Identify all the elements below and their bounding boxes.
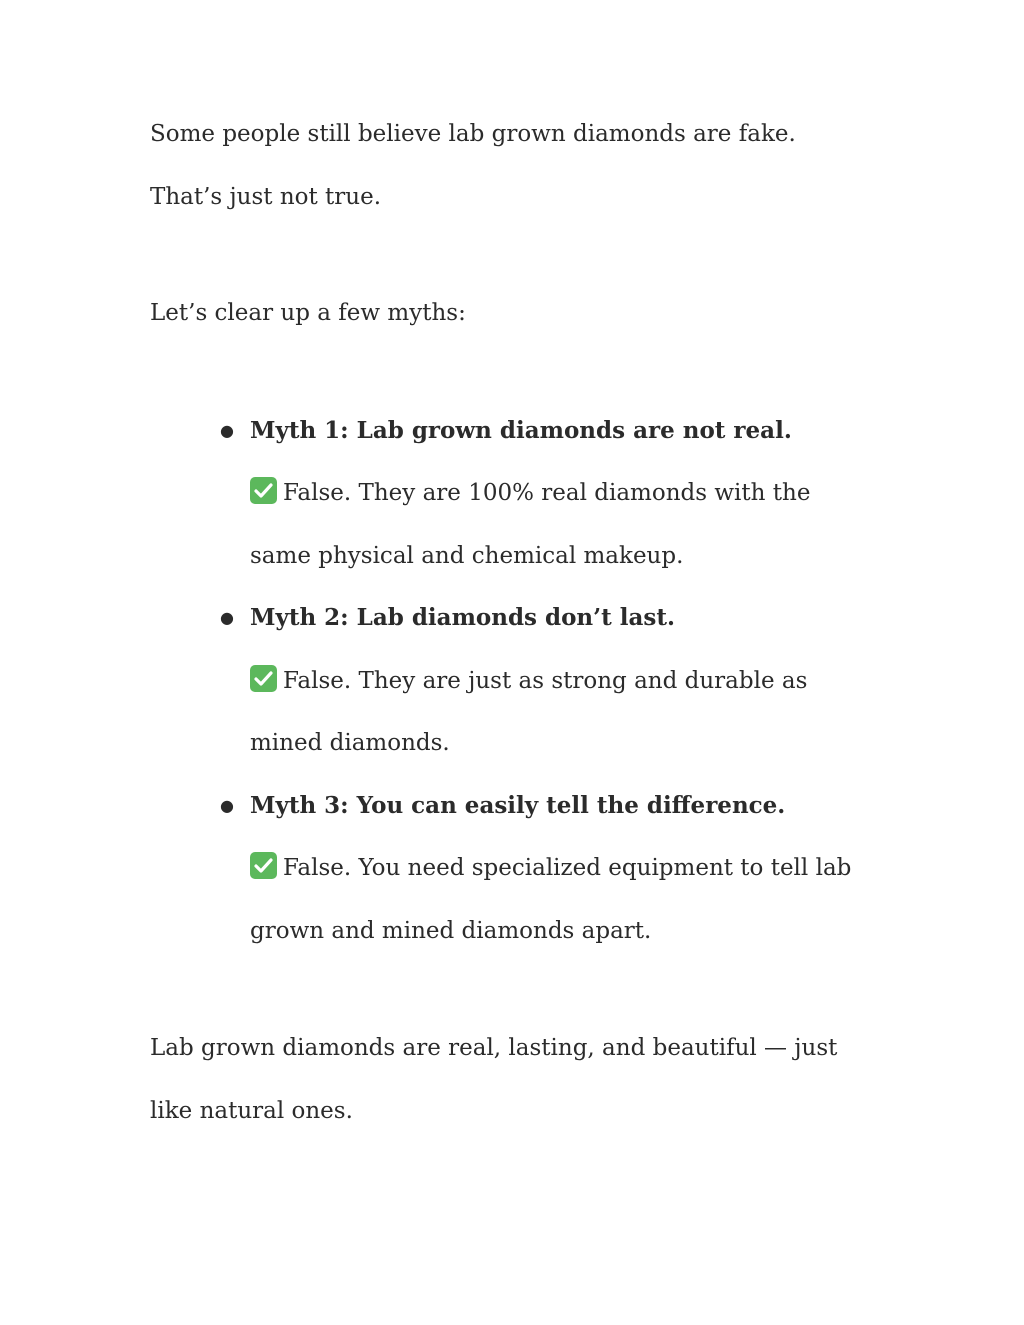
spacer xyxy=(150,345,870,400)
intro-paragraph: Some people still believe lab grown diamonds are fake. That’s just not true. xyxy=(150,121,796,210)
bullet-icon: ● xyxy=(220,795,234,815)
myth-title: Myth 3: You can easily tell the difference. xyxy=(250,791,786,819)
document-page xyxy=(150,103,870,1142)
myth-answer xyxy=(250,650,870,775)
check-mark-icon xyxy=(250,852,277,879)
conclusion-paragraph: Lab grown diamonds are real, lasting, and beautiful — just like natural ones. xyxy=(150,1035,838,1124)
myth-answer xyxy=(250,462,870,587)
bullet-icon: ● xyxy=(220,608,234,627)
myth-answer-text: False. They are 100% real diamonds with the same physical and chemical makeup. xyxy=(250,480,811,569)
myth-answer xyxy=(250,837,870,962)
myth-list xyxy=(150,400,870,963)
check-mark-icon xyxy=(250,665,277,692)
bullet-icon: ● xyxy=(220,420,234,440)
list-item xyxy=(220,400,870,588)
list-item xyxy=(220,775,870,963)
list-item xyxy=(220,587,870,775)
spacer xyxy=(150,228,870,282)
check-mark-icon xyxy=(250,477,277,504)
lead-in-paragraph: Let’s clear up a few myths: xyxy=(150,300,466,326)
myth-answer-text: False. You need specialized equipment to tell lab grown and mined diamonds apart. xyxy=(250,855,852,944)
myth-answer-text: False. They are just as strong and durable as mined diamonds. xyxy=(250,667,808,756)
spacer xyxy=(150,962,870,1017)
myth-title: Myth 1: Lab grown diamonds are not real. xyxy=(250,416,792,444)
myth-title: Myth 2: Lab diamonds don’t last. xyxy=(250,604,676,631)
